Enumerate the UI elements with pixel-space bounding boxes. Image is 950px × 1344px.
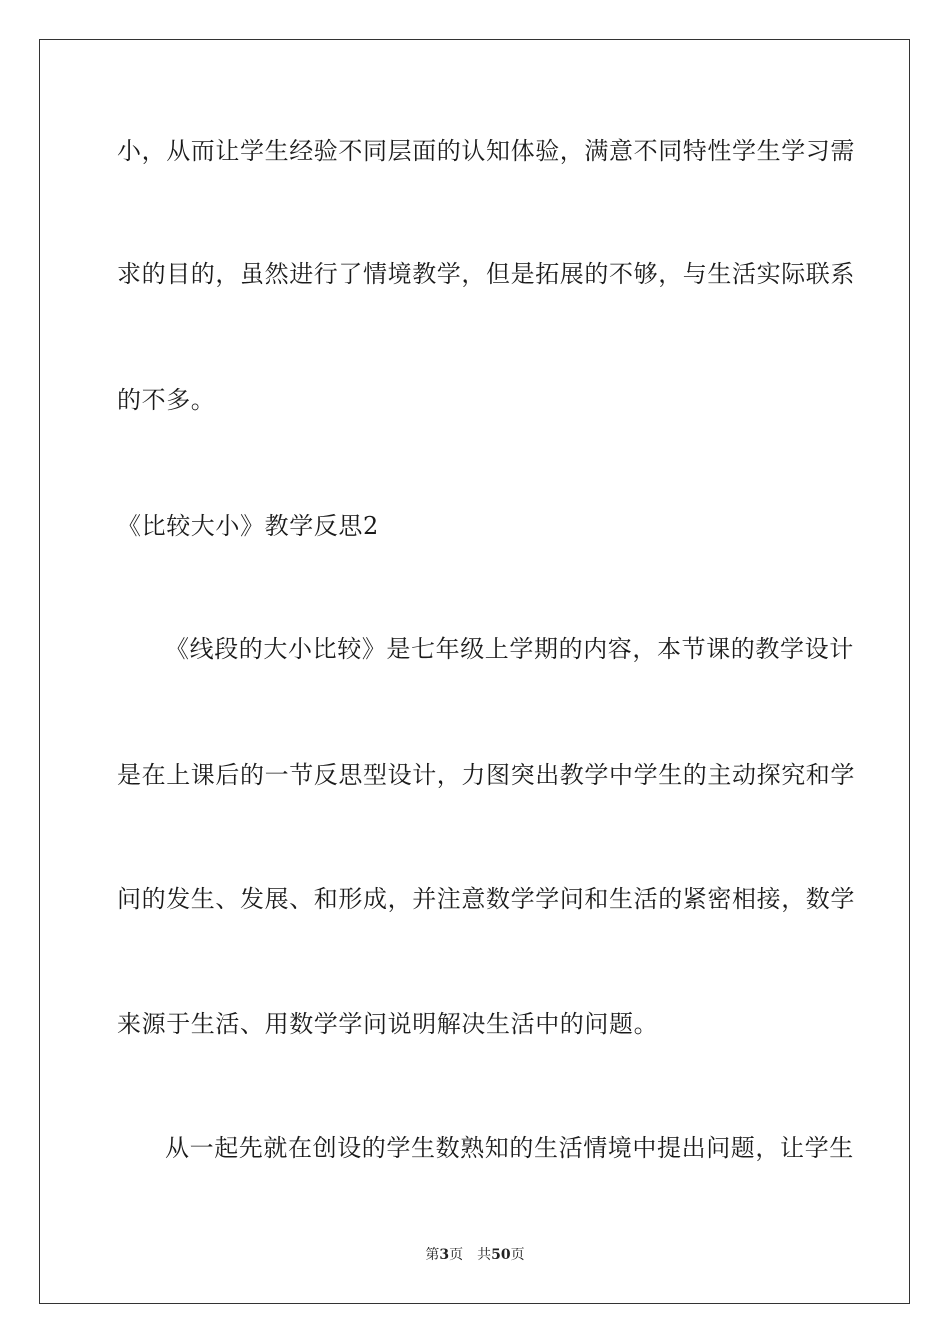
paragraph-line-6: 问的发生、发展、和形成，并注意数学学问和生活的紧密相接，数学 xyxy=(117,885,855,913)
paragraph-line-8: 从一起先就在创设的学生数熟知的生活情境中提出问题，让学生 xyxy=(165,1134,854,1162)
page-footer xyxy=(0,1245,950,1265)
paragraph-line-1: 小，从而让学生经验不同层面的认知体验，满意不同特性学生学习需 xyxy=(117,137,855,165)
section-heading: 《比较大小》教学反思2 xyxy=(117,512,379,540)
paragraph-line-2: 求的目的，虽然进行了情境教学，但是拓展的不够，与生活实际联系 xyxy=(117,260,855,288)
paragraph-line-3: 的不多。 xyxy=(117,386,216,414)
footer-total-suffix: 页 xyxy=(510,1247,525,1263)
paragraph-line-4: 《线段的大小比较》是七年级上学期的内容，本节课的教学设计 xyxy=(165,635,854,663)
footer-page-suffix: 页 xyxy=(449,1247,464,1263)
page-border xyxy=(39,39,910,1304)
footer-total-pages: 50 xyxy=(491,1247,511,1263)
paragraph-line-7: 来源于生活、用数学学问说明解决生活中的问题。 xyxy=(117,1010,659,1038)
footer-page-number: 3 xyxy=(439,1247,450,1263)
footer-page-prefix: 第 xyxy=(425,1247,440,1263)
paragraph-line-5: 是在上课后的一节反思型设计，力图突出教学中学生的主动探究和学 xyxy=(117,761,855,789)
footer-total-prefix: 共 xyxy=(477,1247,492,1263)
